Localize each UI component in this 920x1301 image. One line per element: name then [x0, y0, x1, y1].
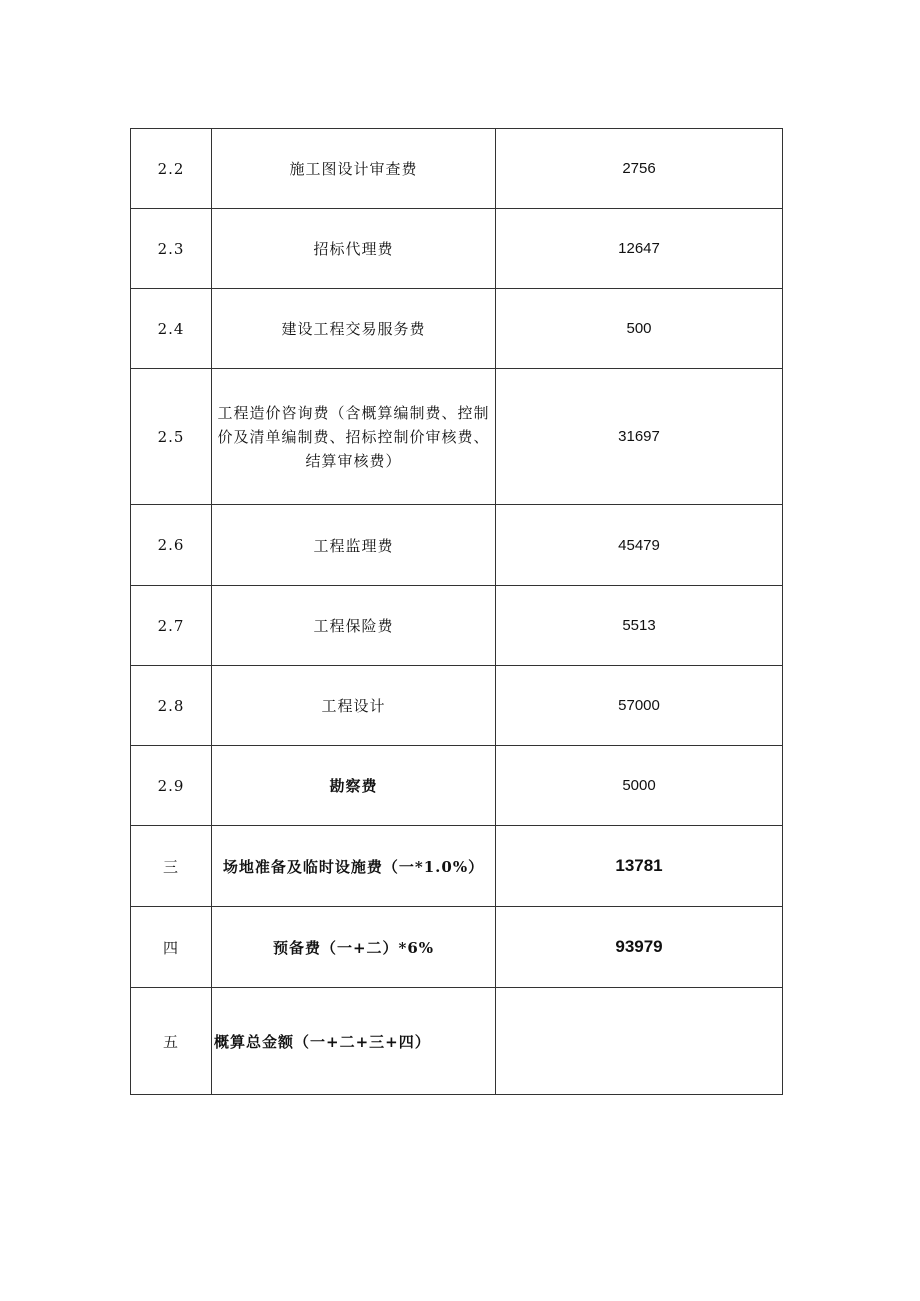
row-amount: 57000 [496, 666, 783, 746]
row-item-name: 建设工程交易服务费 [212, 289, 496, 369]
row-index: 2.3 [131, 209, 212, 289]
table-row [131, 209, 783, 289]
row-index: 五 [131, 988, 212, 1095]
row-item-name: 工程保险费 [212, 586, 496, 666]
row-index: 2.2 [131, 129, 212, 209]
table-row [131, 826, 783, 907]
table-row [131, 586, 783, 666]
row-item-name: 概算总金额（一+二+三+四） [212, 988, 496, 1095]
row-index: 2.6 [131, 505, 212, 586]
row-amount [496, 988, 783, 1095]
row-index: 三 [131, 826, 212, 907]
row-amount: 5000 [496, 746, 783, 826]
table-row [131, 907, 783, 988]
row-amount: 500 [496, 289, 783, 369]
row-amount: 31697 [496, 369, 783, 505]
row-index: 2.4 [131, 289, 212, 369]
table-row [131, 666, 783, 746]
row-amount: 93979 [496, 907, 783, 988]
table-row [131, 369, 783, 505]
row-amount: 13781 [496, 826, 783, 907]
row-index: 四 [131, 907, 212, 988]
table-row [131, 988, 783, 1095]
row-amount: 5513 [496, 586, 783, 666]
table-row [131, 289, 783, 369]
row-item-name: 工程设计 [212, 666, 496, 746]
row-item-name: 工程造价咨询费（含概算编制费、控制价及清单编制费、招标控制价审核费、结算审核费） [212, 369, 496, 505]
row-item-name: 勘察费 [212, 746, 496, 826]
row-item-name: 工程监理费 [212, 505, 496, 586]
row-index: 2.9 [131, 746, 212, 826]
row-item-name: 场地准备及临时设施费（一*1.0%） [212, 826, 496, 907]
cost-estimate-table [130, 128, 783, 1095]
row-amount: 2756 [496, 129, 783, 209]
table-row [131, 505, 783, 586]
row-amount: 12647 [496, 209, 783, 289]
row-index: 2.8 [131, 666, 212, 746]
row-index: 2.7 [131, 586, 212, 666]
row-amount: 45479 [496, 505, 783, 586]
row-index: 2.5 [131, 369, 212, 505]
row-item-name: 预备费（一+二）*6% [212, 907, 496, 988]
table-row [131, 746, 783, 826]
table-row [131, 129, 783, 209]
row-item-name: 施工图设计审查费 [212, 129, 496, 209]
row-item-name: 招标代理费 [212, 209, 496, 289]
